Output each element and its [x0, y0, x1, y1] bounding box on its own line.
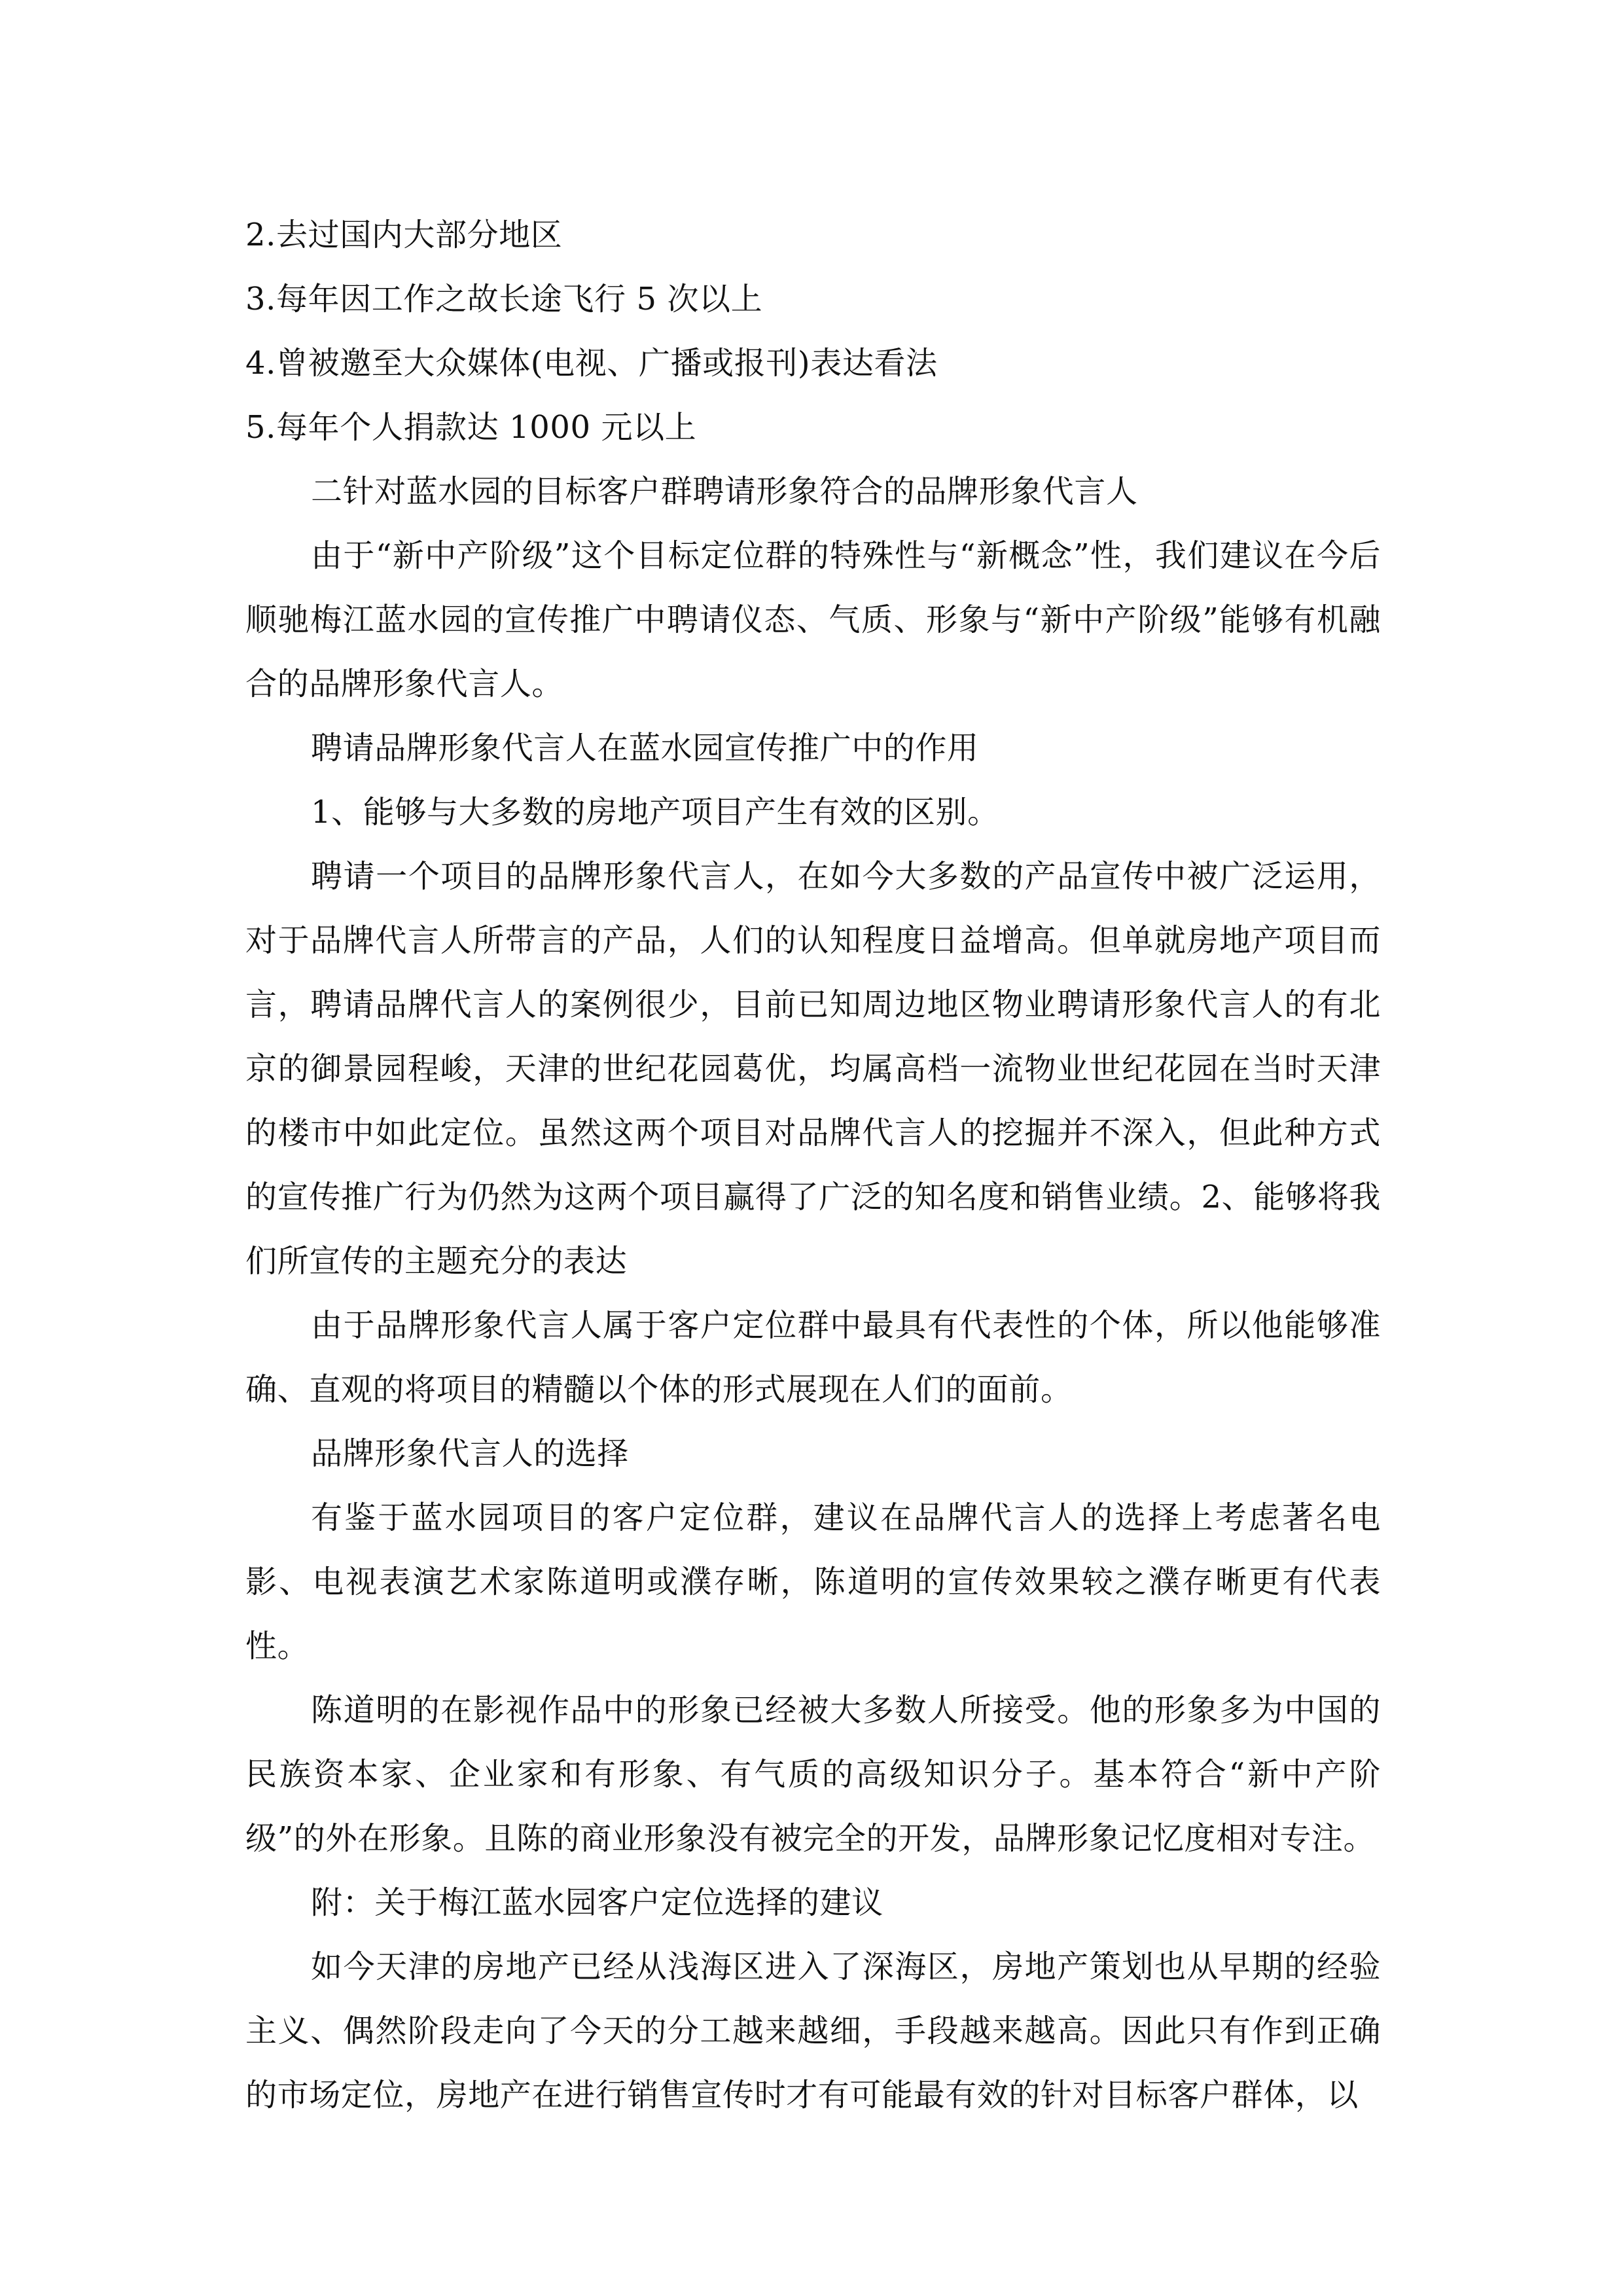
list-item: 4.曾被邀至大众媒体(电视、广播或报刊)表达看法 [245, 345, 938, 382]
list-item: 3.每年因工作之故长途飞行 5 次以上 [245, 281, 763, 317]
body-paragraph: 聘请一个项目的品牌形象代言人，在如今大多数的产品宣传中被广泛运用，对于品牌代言人所带言的产品，人们的认知程度日益增高。但单就房地产项目而言，聘请品牌代言人的案例很少，目前已知周边地区物业聘请形象代言人的有北京的御景园程峻，天津的世纪花园葛优，均属高档一流物业世纪花园在当时天津的楼市中如此定位。虽然这两个项目对品牌代言人的挖掘并不深入，但此种方式的宣传推广行为仍然为这两个项目赢得了广泛的知名度和销售业绩。2、能够将我们所宣传的主题充分的表达 [245, 858, 1381, 1280]
body-paragraph: 由于“新中产阶级”这个目标定位群的特殊性与“新概念”性，我们建议在今后顺驰梅江蓝水园的宣传推广中聘请仪态、气质、形象与“新中产阶级”能够有机融合的品牌形象代言人。 [245, 537, 1381, 702]
subsection-heading: 品牌形象代言人的选择 [311, 1435, 630, 1472]
body-paragraph: 如今天津的房地产已经从浅海区进入了深海区，房地产策划也从早期的经验主义、偶然阶段走向了今天的分工越来越细，手段越来越高。因此只有作到正确的市场定位，房地产在进行销售宣传时才有可能最有效的针对目标客户群体，以 [245, 1948, 1381, 2113]
list-item: 5.每年个人捐款达 1000 元以上 [245, 409, 697, 446]
body-paragraph: 有鉴于蓝水园项目的客户定位群，建议在品牌代言人的选择上考虑著名电影、电视表演艺术家陈道明或濮存晰，陈道明的宣传效果较之濮存晰更有代表性。 [245, 1499, 1381, 1664]
list-item: 2.去过国内大部分地区 [245, 217, 563, 253]
appendix-heading: 附：关于梅江蓝水园客户定位选择的建议 [311, 1884, 883, 1921]
body-paragraph: 由于品牌形象代言人属于客户定位群中最具有代表性的个体，所以他能够准确、直观的将项目的精髓以个体的形式展现在人们的面前。 [245, 1307, 1381, 1408]
subsection-heading: 聘请品牌形象代言人在蓝水园宣传推广中的作用 [311, 730, 979, 766]
numbered-point: 1、能够与大多数的房地产项目产生有效的区别。 [311, 794, 999, 831]
section-heading: 二针对蓝水园的目标客户群聘请形象符合的品牌形象代言人 [311, 473, 1138, 510]
body-paragraph: 陈道明的在影视作品中的形象已经被大多数人所接受。他的形象多为中国的民族资本家、企业家和有形象、有气质的高级知识分子。基本符合“新中产阶级”的外在形象。且陈的商业形象没有被完全的开发，品牌形象记忆度相对专注。 [245, 1692, 1381, 1857]
document-body [245, 203, 1381, 2127]
